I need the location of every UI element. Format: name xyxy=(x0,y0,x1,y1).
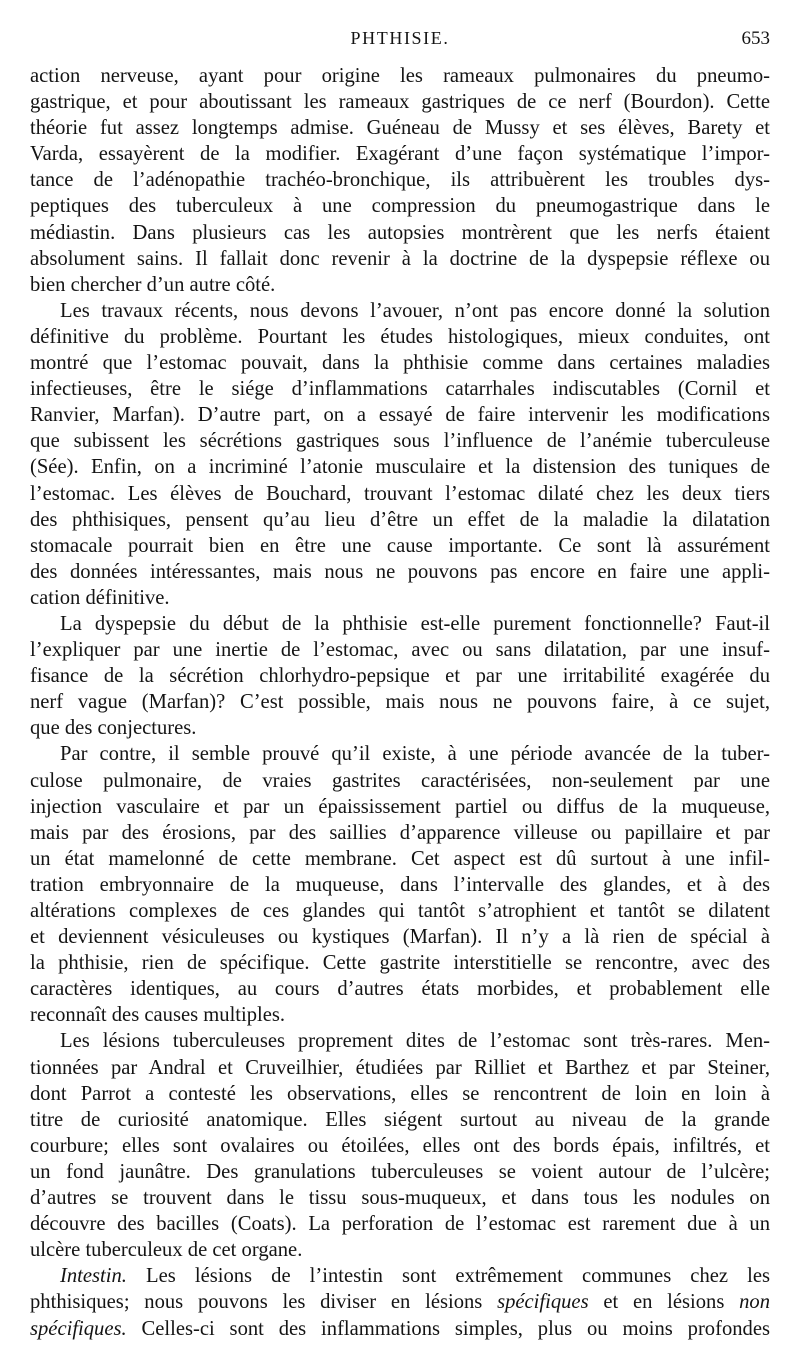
text-line: ulcère tuberculeux de cet organe. xyxy=(30,1239,303,1262)
page-number: 653 xyxy=(741,28,770,49)
text-fragment: phthisiques; nous pouvons les diviser en lésions xyxy=(30,1291,498,1314)
text-line: titre de curiosité anatomique. Elles siégent surtout au niveau de la grande xyxy=(30,1108,770,1131)
text-line: mais par des érosions, par des saillies d’apparence villeuse ou papillaire et par xyxy=(30,821,770,844)
text-line xyxy=(30,1289,770,1315)
text-line: que des conjectures. xyxy=(30,717,197,740)
text-line: action nerveuse, ayant pour origine les rameaux pulmonaires du pneumo- xyxy=(30,65,770,87)
text-line: montré que l’estomac pouvait, dans la phthisie comme dans certaines maladies xyxy=(30,352,770,375)
text-line: stomacale pourrait bien en être une cause importante. Ce sont là assurément xyxy=(30,534,770,557)
text-line: fisance de la sécrétion chlorhydro-pepsique et par une irritabilité exagérée du xyxy=(30,665,770,688)
text-line: cation définitive. xyxy=(30,586,170,609)
paragraph-first-line: La dyspepsie du début de la phthisie est-elle purement fonctionnelle? Faut-il xyxy=(60,612,770,635)
text-line: d’autres se trouvent dans le tissu sous-muqueux, et dans tous les nodules on xyxy=(30,1187,770,1210)
text-line: courbure; elles sont ovalaires ou étoilées, elles ont des bords épais, infiltrés, et xyxy=(30,1134,770,1157)
text-line: théorie fut assez longtemps admise. Guéneau de Mussy et ses élèves, Barety et xyxy=(30,117,770,140)
italic-term: spécifiques. xyxy=(30,1317,127,1340)
text-line: tance de l’adénopathie trachéo-bronchique, ils attribuèrent les troubles dys- xyxy=(30,169,770,192)
paragraph-first-line: Les travaux récents, nous devons l’avouer, n’ont pas encore donné la solution xyxy=(60,299,770,322)
text-line: un état mamelonné de cette membrane. Cet aspect est dû surtout à une infil- xyxy=(30,847,770,870)
running-head xyxy=(30,28,770,58)
text-line: injection vasculaire et par un épaississement partiel ou diffus de la muqueuse, xyxy=(30,795,770,818)
text-line: médiastin. Dans plusieurs cas les autopsies montrèrent que les nerfs étaient xyxy=(30,221,770,244)
text-line: des phthisiques, pensent qu’au lieu d’être un effet de la maladie la dilatation xyxy=(30,508,770,531)
text-line: bien chercher d’un autre côté. xyxy=(30,273,276,296)
text-line: que subissent les sécrétions gastriques sous l’influence de l’anémie tuberculeuse xyxy=(30,430,770,453)
text-line: Ranvier, Marfan). D’autre part, on a essayé de faire intervenir les modifications xyxy=(30,404,770,427)
text-line: peptiques des tuberculeux à une compression du pneumogastrique dans le xyxy=(30,195,770,218)
text-line: tionnées par Andral et Cruveilhier, étudiées par Rilliet et Barthez et par Steiner, xyxy=(30,1056,770,1079)
text-line: des données intéressantes, mais nous ne pouvons pas encore en faire une appli- xyxy=(30,560,770,583)
text-line: reconnaît des causes multiples. xyxy=(30,1004,286,1027)
paragraph-first-line xyxy=(30,1263,770,1289)
text-line: et deviennent vésiculeuses ou kystiques (Marfan). Il n’y a là rien de spécial à xyxy=(30,926,770,949)
italic-term: spécifiques xyxy=(497,1291,589,1314)
text-line: altérations complexes de ces glandes qui tantôt s’atrophient et tantôt se dilatent xyxy=(30,900,770,922)
text-line: l’estomac. Les élèves de Bouchard, trouvant l’estomac dilaté chez les deux tiers xyxy=(30,482,770,505)
text-line: définitive du problème. Pourtant les études histologiques, mieux conduites, ont xyxy=(30,325,770,348)
text-line: tration embryonnaire de la muqueuse, dans l’intervalle des glandes, et à des xyxy=(30,873,770,896)
text-line: découvre des bacilles (Coats). La perforation de l’estomac est rarement due à un xyxy=(30,1213,770,1236)
text-line: infectieuses, être le siége d’inflammations catarrhales indiscutables (Cornil et xyxy=(30,378,770,401)
text-line: gastrique, et pour aboutissant les rameaux gastriques de ce nerf (Bourdon). Cette xyxy=(30,91,770,114)
body-text xyxy=(30,63,770,1342)
text-line: un fond jaunâtre. Des granulations tuberculeuses se voient autour de l’ulcère; xyxy=(30,1160,770,1183)
text-line: dont Parrot a contesté les observations, elles se rencontrent de loin en loin à xyxy=(30,1082,770,1105)
text-line: culose pulmonaire, de vraies gastrites caractérisées, non-seulement par une xyxy=(30,769,770,792)
text-line: caractères identiques, au cours d’autres états morbides, et probablement elle xyxy=(30,978,770,1001)
paragraph-first-line: Par contre, il semble prouvé qu’il existe, à une période avancée de la tuber- xyxy=(60,743,770,766)
running-title: PHTHISIE. xyxy=(350,28,450,48)
text-line: nerf vague (Marfan)? C’est possible, mais nous ne pouvons faire, à ce sujet, xyxy=(30,691,770,714)
text-fragment: Celles-ci sont des inflammations simples, plus ou moins profondes xyxy=(126,1317,770,1340)
text-line: la phthisie, rien de spécifique. Cette gastrite interstitielle se rencontre, avec des xyxy=(30,952,770,975)
text-line xyxy=(30,1316,770,1342)
text-line: (Sée). Enfin, on a incriminé l’atonie musculaire et la distension des tuniques de xyxy=(30,456,770,479)
italic-term: non xyxy=(739,1291,770,1314)
text-line: absolument sains. Il fallait donc revenir à la doctrine de la dyspepsie réflexe ou xyxy=(30,247,770,270)
text-line: Varda, essayèrent de la modifier. Exagérant d’une façon systématique l’impor- xyxy=(30,143,770,166)
text-fragment: Les lésions de l’intestin sont extrêmement communes chez les xyxy=(126,1265,770,1288)
text-fragment: et en lésions xyxy=(588,1291,740,1314)
text-line: l’expliquer par une inertie de l’estomac, avec ou sans dilatation, par une insuf- xyxy=(30,639,770,662)
section-heading-intestin: Intestin. xyxy=(60,1265,127,1288)
paragraph-first-line: Les lésions tuberculeuses proprement dites de l’estomac sont très-rares. Men- xyxy=(60,1030,770,1053)
